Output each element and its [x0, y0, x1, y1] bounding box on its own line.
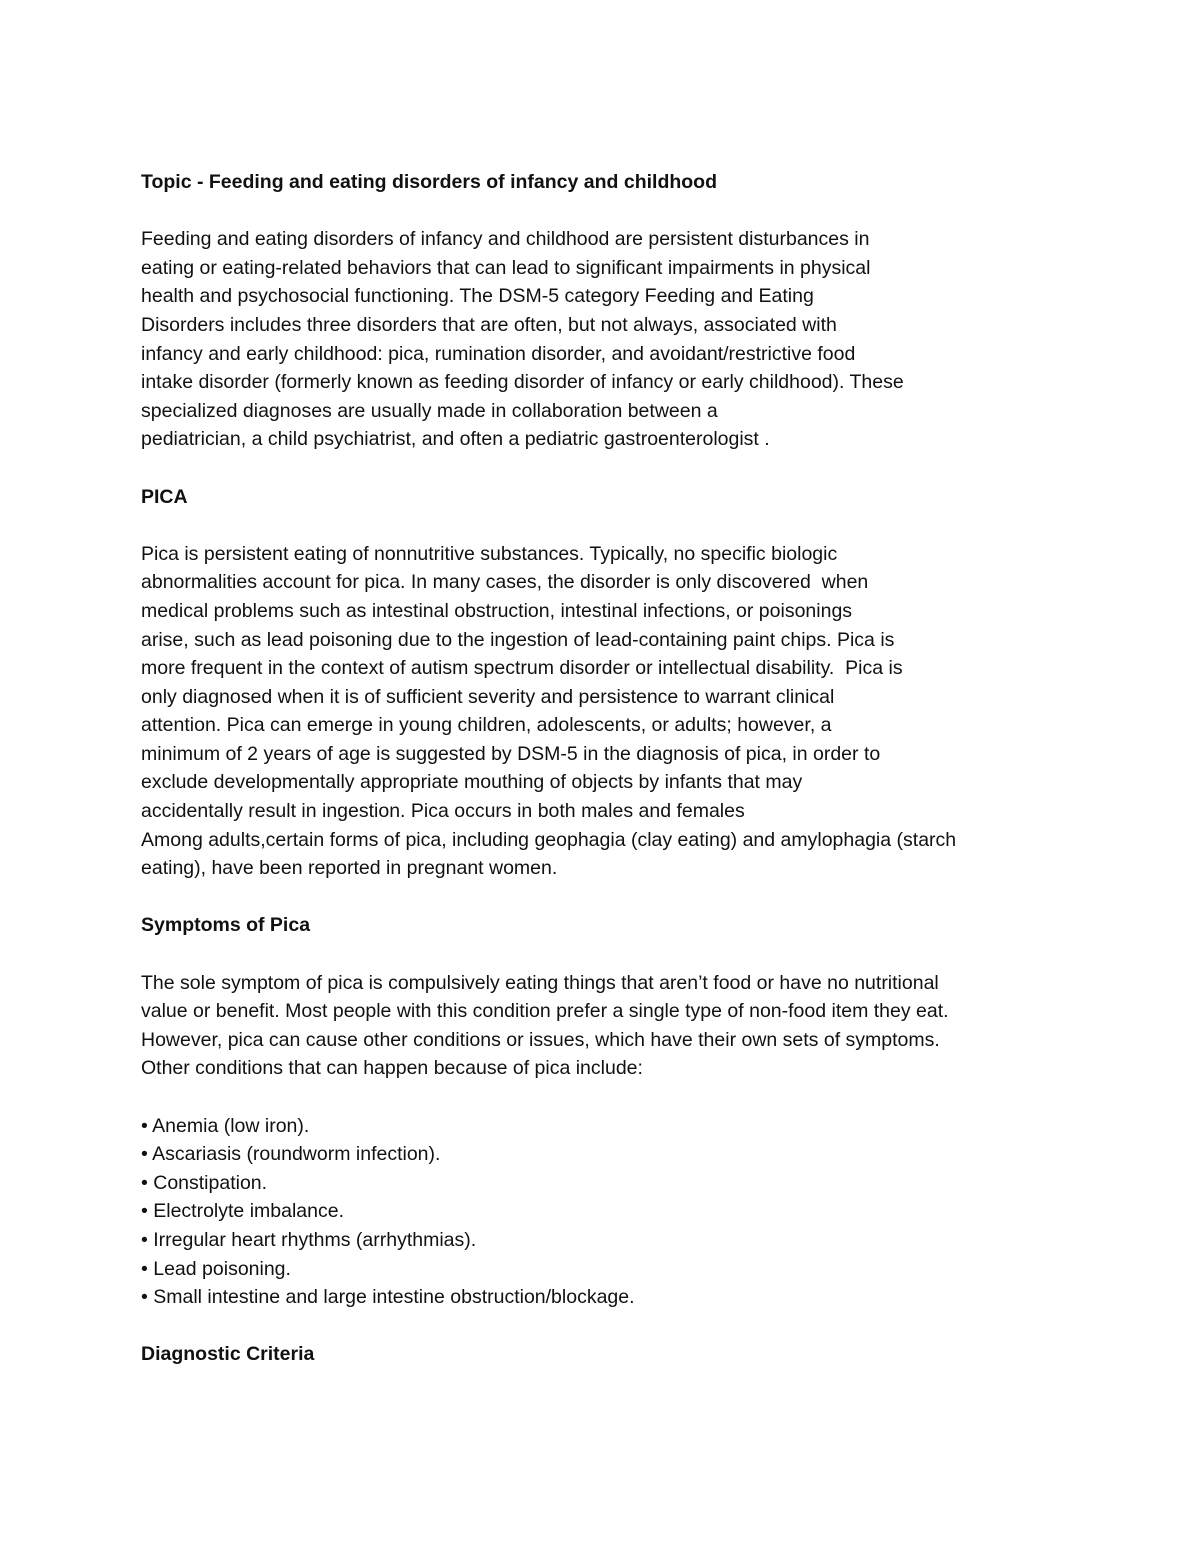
conditions-list [141, 1112, 1141, 1312]
list-item: • Small intestine and large intestine obstruction/blockage. [141, 1286, 635, 1309]
intro-line: infancy and early childhood: pica, rumination disorder, and avoidant/restrictive food [141, 342, 856, 365]
symptoms-paragraph [141, 969, 1141, 1083]
pica-line: more frequent in the context of autism spectrum disorder or intellectual disability. Pica is [141, 657, 903, 680]
pica-line: arise, such as lead poisoning due to the ingestion of lead-containing paint chips. Pica is [141, 628, 895, 651]
list-item: • Ascariasis (roundworm infection). [141, 1143, 441, 1166]
pica-line: Pica is persistent eating of nonnutritive substances. Typically, no specific biologic [141, 542, 838, 565]
intro-line: Disorders includes three disorders that are often, but not always, associated with [141, 313, 837, 336]
document-content [141, 168, 1141, 1369]
pica-line: Among adults,certain forms of pica, including geophagia (clay eating) and amylophagia (starch [141, 828, 957, 851]
symptoms-line: value or benefit. Most people with this condition prefer a single type of non-food item they eat. [141, 1000, 949, 1023]
pica-line: medical problems such as intestinal obstruction, intestinal infections, or poisonings [141, 599, 853, 622]
spacer [141, 511, 1141, 540]
spacer [141, 883, 1141, 912]
spacer [141, 454, 1141, 483]
symptoms-line: The sole symptom of pica is compulsively eating things that aren’t food or have no nutritional [141, 971, 939, 994]
list-item: • Electrolyte imbalance. [141, 1200, 344, 1223]
intro-line: pediatrician, a child psychiatrist, and often a pediatric gastroenterologist . [141, 428, 770, 451]
spacer [141, 1312, 1141, 1341]
spacer [141, 940, 1141, 969]
intro-line: specialized diagnoses are usually made in collaboration between a [141, 399, 718, 422]
intro-line: Feeding and eating disorders of infancy and childhood are persistent disturbances in [141, 228, 870, 251]
spacer [141, 1083, 1141, 1112]
list-item: • Lead poisoning. [141, 1257, 291, 1280]
list-item: • Irregular heart rhythms (arrhythmias). [141, 1228, 477, 1251]
list-item: • Constipation. [141, 1171, 268, 1194]
intro-line: intake disorder (formerly known as feeding disorder of infancy or early childhood). These [141, 371, 904, 394]
pica-line: abnormalities account for pica. In many cases, the disorder is only discovered when [141, 571, 869, 594]
diagnostic-criteria-heading: Diagnostic Criteria [141, 1343, 315, 1366]
symptoms-line: However, pica can cause other conditions or issues, which have their own sets of symptoms. [141, 1028, 940, 1051]
page-title: Topic - Feeding and eating disorders of infancy and childhood [141, 171, 718, 193]
pica-paragraph [141, 540, 1141, 883]
intro-paragraph [141, 225, 1141, 454]
pica-line: exclude developmentally appropriate mouthing of objects by infants that may [141, 771, 803, 794]
symptoms-heading: Symptoms of Pica [141, 914, 311, 937]
symptoms-line: Other conditions that can happen because of pica include: [141, 1057, 643, 1080]
intro-line: eating or eating-related behaviors that can lead to significant impairments in physical [141, 256, 871, 279]
pica-line: only diagnosed when it is of sufficient severity and persistence to warrant clinical [141, 685, 835, 708]
pica-line: accidentally result in ingestion. Pica occurs in both males and females [141, 800, 745, 823]
list-item: • Anemia (low iron). [141, 1114, 310, 1137]
pica-line: minimum of 2 years of age is suggested by DSM-5 in the diagnosis of pica, in order to [141, 742, 881, 765]
intro-line: health and psychosocial functioning. The DSM-5 category Feeding and Eating [141, 285, 814, 308]
pica-line: eating), have been reported in pregnant women. [141, 857, 558, 880]
pica-heading: PICA [141, 485, 188, 508]
spacer [141, 197, 1141, 226]
pica-line: attention. Pica can emerge in young children, adolescents, or adults; however, a [141, 714, 832, 737]
